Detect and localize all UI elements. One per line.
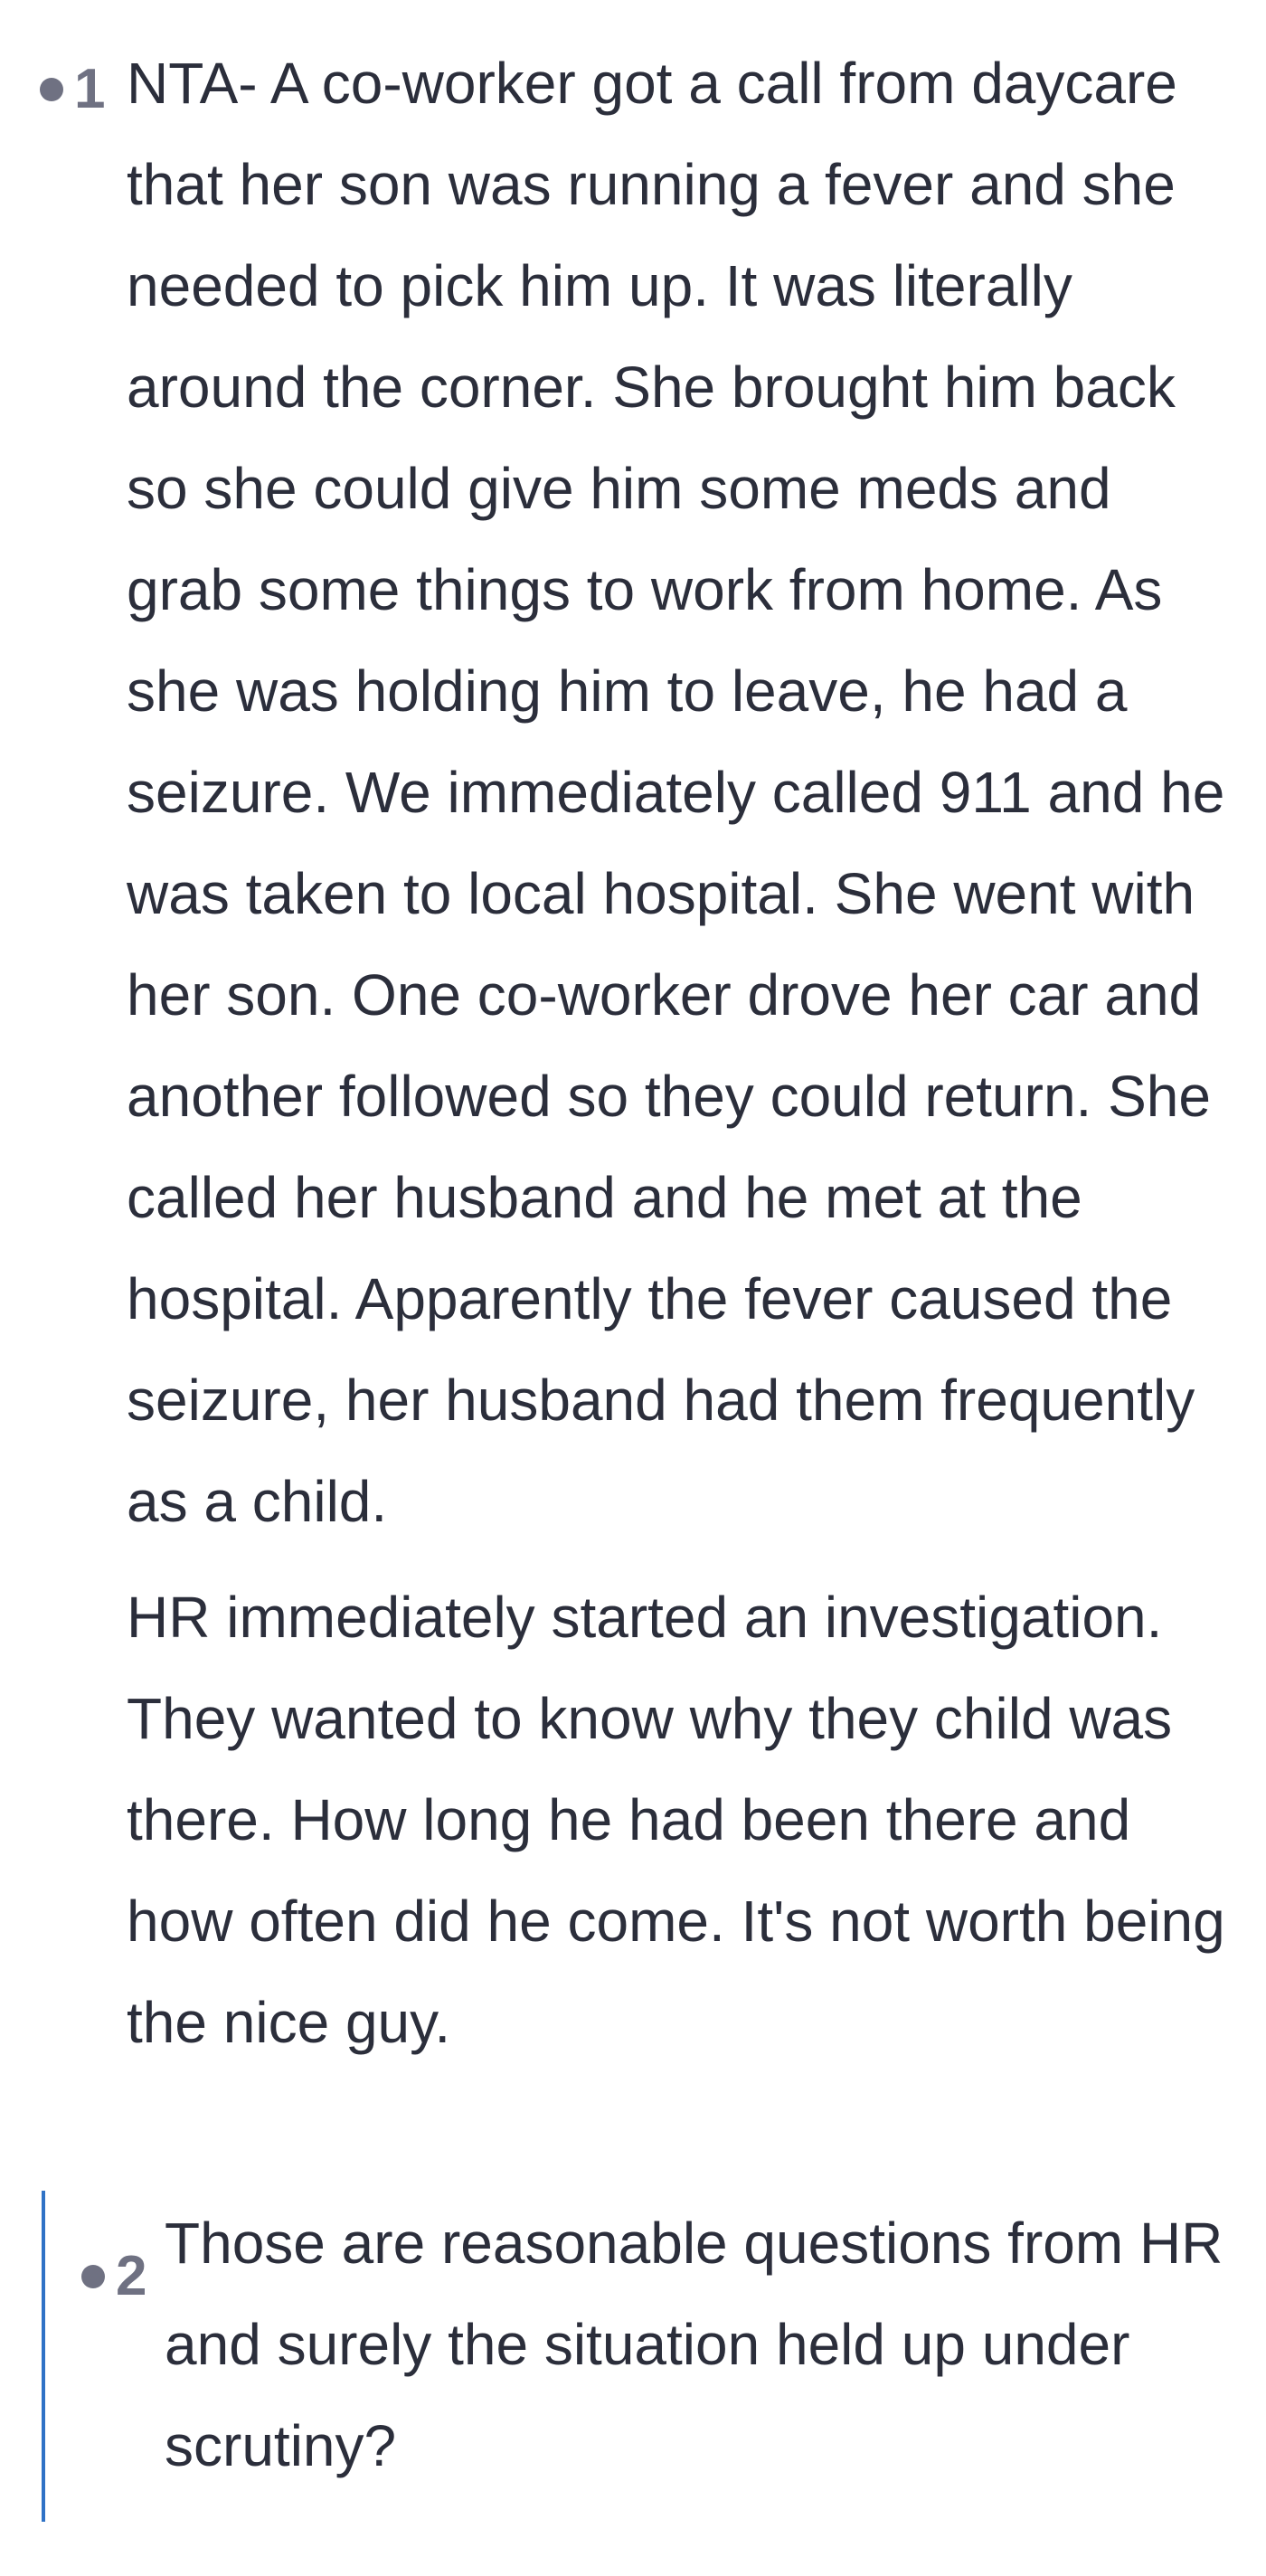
comment-body [165,2192,1250,2496]
comment-body [127,33,1239,2073]
reply-comment [45,2192,1266,2496]
comment-paragraph: NTA- A co-worker got a call from daycare that her son was running a fever and she needed to pick him up. It was literally around the corner. She brought him back so she could give him some meds and grab some things to work from home. As she was holding him to leave, he had a seizure. We immediately called 911 and he was taken to local hospital. She went with her son. One co-worker drove her car and another followed so they could return. She called her husband and he met at the hospital. Apparently the fever caused the seizure, her husband had them frequently as a child. [127,51,1225,1534]
bullet-icon [81,2265,105,2288]
reply-thread-line[interactable] [42,2191,1266,2522]
bullet-icon [40,78,63,101]
comment-meta [40,58,106,120]
comment-score: 1 [74,58,106,120]
comment-paragraph: Those are reasonable questions from HR and surely the situation held up under scrutiny? [165,2211,1223,2478]
comment-paragraph: HR immediately started an investigation. They wanted to know why they child was there. How long he had been there and how often did he come. It's not worth being the nice guy. [127,1585,1225,2055]
comment-score: 2 [116,2245,147,2307]
comment-meta [81,2245,147,2307]
